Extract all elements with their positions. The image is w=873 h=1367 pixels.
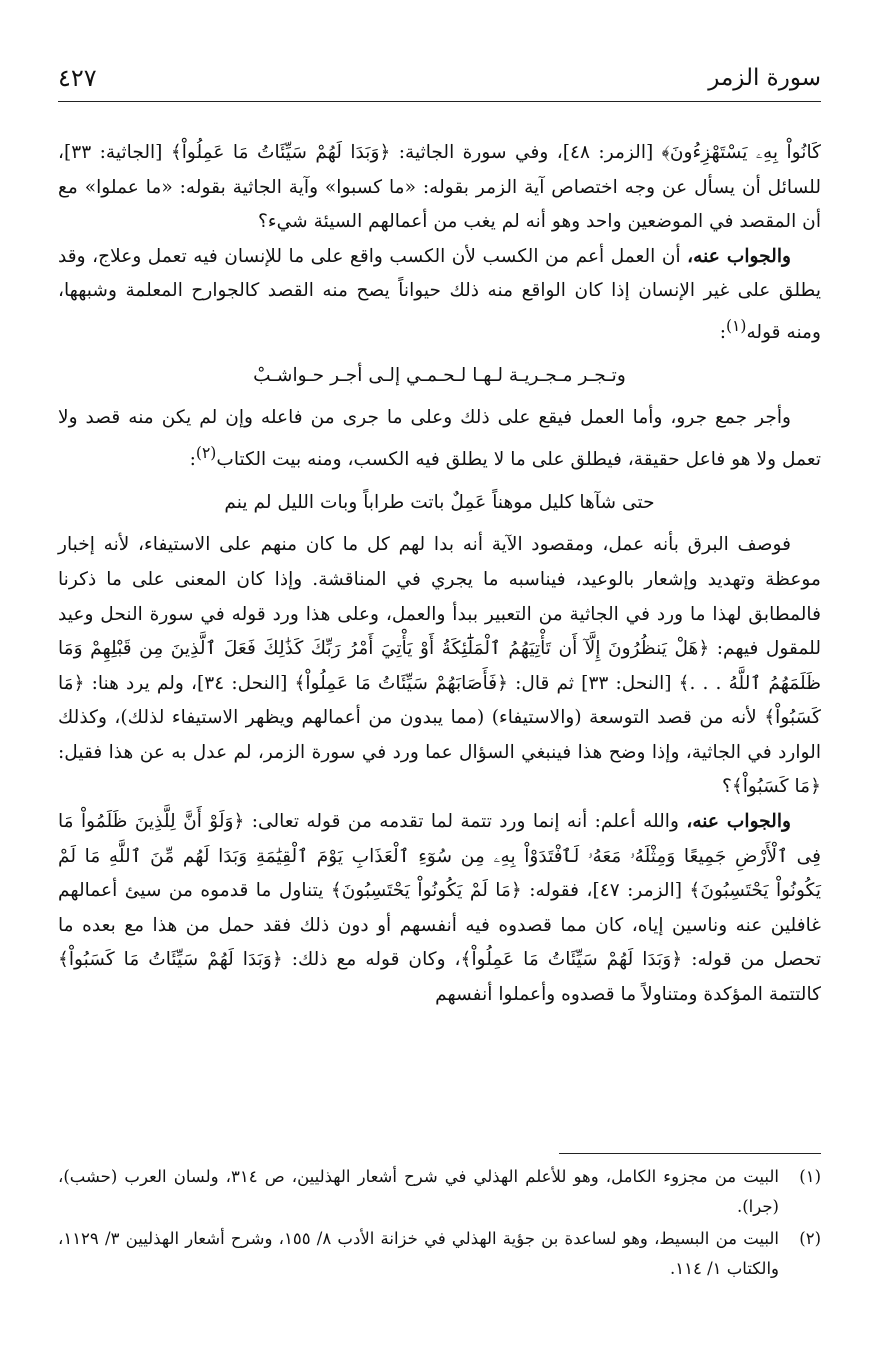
paragraph-4: فوصف البرق بأنه عمل، ومقصود الآية أنه بدا لهم كل ما كان منهم على الاستيفاء، لأنه إخبار موعظة وتهديد وإشعار بالوعيد، فيناسبه ما يجري في المناقشة. وإذا كان المعنى على ما ذكرنا فالمطابق لهذا ما ورد في الجاثية من التعبير ببدأ والعمل، وعلى هذا ورد قوله في سورة النحل وعيد للمقول فيهم: ﴿هَلْ يَنظُرُونَ إِلَّآ أَن تَأْتِيَهُمُ ٱلْمَلَٰٓئِكَةُ أَوْ يَأْتِيَ أَمْرُ رَبِّكَ كَذَٰلِكَ فَعَلَ ٱلَّذِينَ مِن قَبْلِهِمْ وَمَا ظَلَمَهُمُ ٱللَّهُ . . .﴾ [النحل: ٣٣] ثم قال: ﴿فَأَصَابَهُمْ سَيِّئَاتُ مَا عَمِلُواْ﴾ [النحل: ٣٤]، ولم يرد هنا: ﴿مَا كَسَبُواْ﴾ لأنه من قصد التوسعة (والاستيفاء) (مما يبدون من أعمالهم ويظهر الاستيفاء لذلك)، وكذلك الوارد في الجاثية، وإذا وضح هذا فينبغي السؤال عما ورد في سورة الزمر، لم عدل به عن هذا فقيل: ﴿مَا كَسَبُواْ﴾؟	[58, 534, 821, 798]
page-header	[58, 58, 821, 98]
paragraph-3-end: :	[189, 449, 196, 471]
footnote-ref-1: (١)	[725, 316, 747, 335]
footnote	[58, 1162, 821, 1222]
paragraph-5-text: والله أعلم: أنه إنما ورد تتمة لما تقدمه من قوله تعالى: ﴿وَلَوْ أَنَّ لِلَّذِينَ ظَلَمُواْ مَا فِى ٱلْأَرْضِ جَمِيعًا وَمِثْلَهُۥ مَعَهُۥ لَٱفْتَدَوْاْ بِهِۦ مِن سُوٓءِ ٱلْعَذَابِ يَوْمَ ٱلْقِيَٰمَةِ وَبَدَا لَهُم مِّنَ ٱللَّهِ مَا لَمْ يَكُونُواْ يَحْتَسِبُونَ﴾ [الزمر: ٤٧]، فقوله: ﴿مَا لَمْ يَكُونُواْ يَحْتَسِبُونَ﴾ يتناول ما قدموه من سيئ أعمالهم غافلين عنه وناسين إياه، كان مما قصدوه فيه أنفسهم أو دون ذلك فقد حمل من هذا مع بعده ما تحصل من قوله: ﴿وَبَدَا لَهُمْ سَيِّئَاتُ مَا عَمِلُواْ﴾، وكان قوله مع ذلك: ﴿وَبَدَا لَهُمْ سَيِّئَاتُ مَا كَسَبُواْ﴾ كالتتمة المؤكدة ومتناولاً ما قصدوه وأعملوا أنفسهم	[58, 811, 822, 1006]
poetry-verse-1: وتـجـر مـجـريـة لـهـا لـحـمـي إلـى أجـر حـواشـبْ	[253, 364, 626, 386]
answer-label: والجواب عنه،	[687, 245, 791, 267]
sura-title: سورة الزمر	[708, 65, 821, 91]
footnote-text: البيت من مجزوء الكامل، وهو للأعلم الهذلي في شرح أشعار الهذليين، ص ٣١٤، ولسان العرب (حشب)، (جرا).	[58, 1167, 779, 1216]
footnote-separator	[559, 1153, 821, 1154]
main-text	[58, 136, 821, 1013]
paragraph-2-end: :	[719, 322, 726, 344]
footnote	[58, 1224, 821, 1284]
footnote-number: (٢)	[799, 1229, 821, 1248]
footnote-text: البيت من البسيط، وهو لساعدة بن جؤية الهذلي في خزانة الأدب ٨/ ١٥٥، وشرح أشعار الهذليين ٣/ ١١٢٩، والكتاب ١/ ١١٤.	[58, 1229, 779, 1278]
poetry-verse-2: حتى شآها كليل موهناً عَمِلٌ باتت طراباً وبات الليل لم ينم	[224, 491, 655, 513]
paragraph-1: كَانُواْ بِهِۦ يَسْتَهْزِءُونَ﴾ [الزمر: ٤٨]، وفي سورة الجاثية: ﴿وَبَدَا لَهُمْ سَيِّئَاتُ مَا عَمِلُواْ﴾ [الجاثية: ٣٣]، للسائل أن يسأل عن وجه اختصاص آية الزمر بقوله: «ما كسبوا» وآية الجاثية بقوله: «ما عملوا» مع أن المقصد في الموضعين واحد وهو أنه لم يغب من أعمالهم السيئة شيء؟	[58, 142, 821, 233]
paragraph-3-text: وأجر جمع جرو، وأما العمل فيقع على ذلك وعلى ما جرى من فاعله وإن لم يكن منه قصد ولا تعمل ولا هو فاعل حقيقة، فيطلق على ما لا يطلق فيه الكسب، ومنه بيت الكتاب	[58, 407, 821, 471]
footnotes	[58, 1162, 821, 1286]
answer-label: والجواب عنه،	[686, 811, 791, 833]
header-rule	[58, 101, 821, 102]
page-number: ٤٢٧	[58, 64, 97, 92]
footnote-number: (١)	[799, 1167, 821, 1186]
paragraph-3	[58, 401, 821, 477]
paragraph-5	[58, 805, 821, 1013]
footnote-ref-2: (٢)	[195, 443, 217, 462]
paragraph-2	[58, 240, 821, 351]
paragraph-2-text: أن العمل أعم من الكسب لأن الكسب واقع على ما للإنسان فيه تعمل وعلاج، وقد يطلق على غير الإنسان إذا كان الواقع منه ذلك حيواناً يصح منه القصد كالجوارح المعلمة وشبهها، ومنه قوله	[58, 245, 821, 344]
